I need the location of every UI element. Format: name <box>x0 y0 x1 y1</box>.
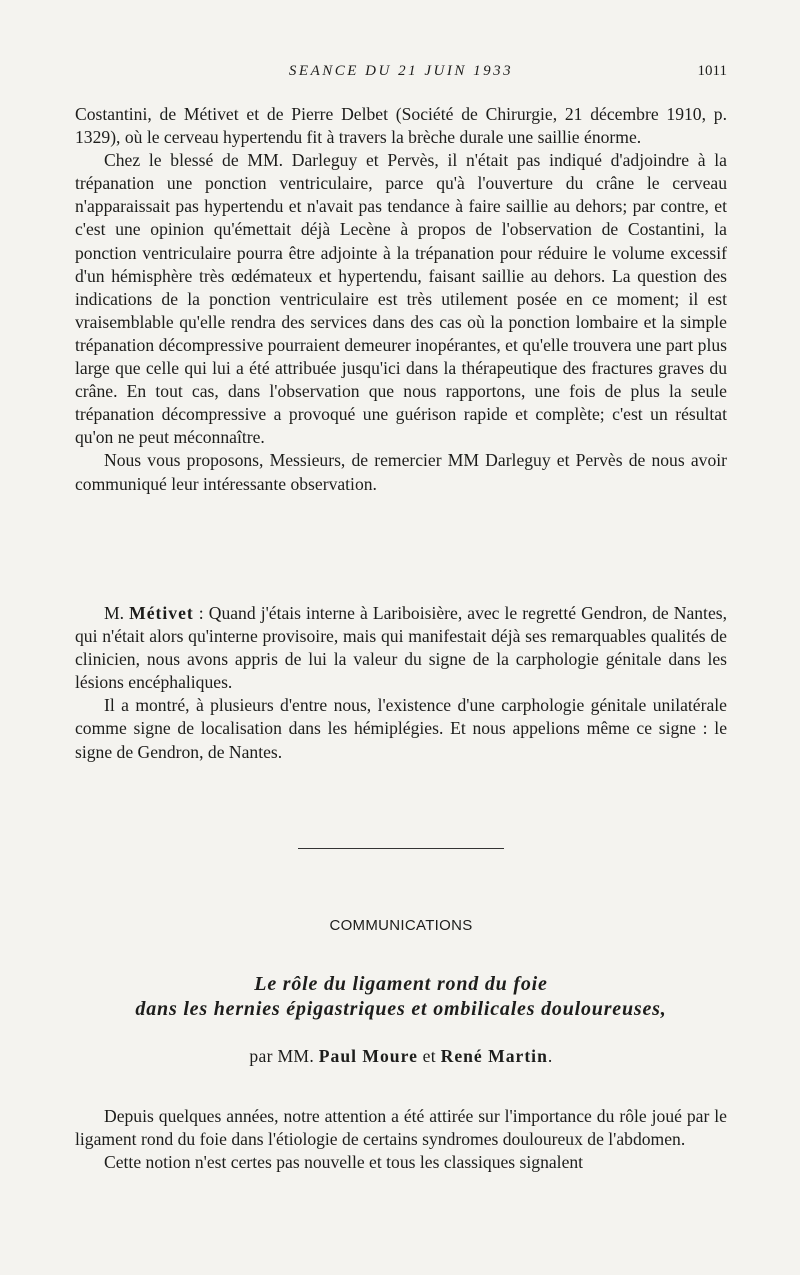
paragraph: Chez le blessé de MM. Darleguy et Pervès, il n'était pas indiqué d'adjoindre à la trépanation une ponction ventriculaire, parce qu'à l'ouverture du crâne le cerveau n'apparaissait pas hypertendu et n'avait pas tendance à faire saillie au dehors; par contre, et c'est une opinion qu'émettait déjà Lecène à propos de l'observation de Costantini, la ponction ventriculaire pourra être adjointe à la trépanation pour réduire le volume excessif d'un hémisphère très œdémateux et hypertendu, faisant saillie au dehors. La question des indications de la ponction ventriculaire est très utilement posée en ce moment; il est vraisemblable qu'elle rendra des services dans des cas où la ponction lombaire et la simple trépanation décompressive pourraient demeurer inopérantes, et qu'elle trouvera une part plus large que celle qui lui a été attribuée jusqu'ici dans la thérapeutique des fractures graves du crâne. En tout cas, dans l'observation que nous rapportons, une fois de plus la seule trépanation décompressive a provoqué une guérison rapide et complète; c'est un résultat qu'on ne peut méconnaître. <box>75 150 727 448</box>
byline-prefix: par MM. <box>249 1046 315 1066</box>
byline <box>75 1046 727 1067</box>
section-heading: COMMUNICATIONS <box>329 917 473 934</box>
byline-conjunction: et <box>422 1046 436 1066</box>
article-title <box>75 972 727 1022</box>
remark-text: : Quand j'étais interne à Lariboisière, avec le regretté Gendron, de Nantes, qui n'était alors qu'interne provisoire, mais qui manifestait déjà ses remarquables qualités de clinicien, nous avons appris de lui la valeur du signe de la carphologie génitale dans les lésions encéphaliques. <box>75 603 727 693</box>
section-divider <box>298 848 504 849</box>
paragraph: Nous vous proposons, Messieurs, de remercier MM Darleguy et Pervès de nous avoir communiqué leur intéressante observation. <box>75 450 727 494</box>
author-name: René Martin <box>440 1046 548 1066</box>
speaker-prefix: M. <box>104 603 130 623</box>
running-title: SEANCE DU 21 JUIN 1933 <box>288 63 514 79</box>
article-body-text <box>75 1105 727 1174</box>
paragraph: Depuis quelques années, notre attention a été attirée sur l'importance du rôle joué par le ligament rond du foie dans l'étiologie de certains syndromes douloureux de l'abdomen. <box>75 1106 727 1150</box>
running-header <box>75 63 727 85</box>
article-title-line: Le rôle du ligament rond du foie <box>254 973 548 995</box>
metivet-remark <box>75 602 727 764</box>
report-conclusion-text <box>75 103 727 496</box>
page-number: 1011 <box>697 63 727 79</box>
article-title-line: dans les hernies épigastriques et ombilicales douloureuses, <box>135 998 667 1020</box>
paragraph <box>75 602 727 694</box>
speaker-name: Métivet <box>129 603 194 623</box>
paragraph: Il a montré, à plusieurs d'entre nous, l'existence d'une carphologie génitale unilatérale comme signe de localisation dans les hémiplégies. Et nous appelions même ce signe : le signe de Gendron, de Nantes. <box>75 695 727 762</box>
paragraph: Costantini, de Métivet et de Pierre Delbet (Société de Chirurgie, 21 décembre 1910, p. 1329), où le cerveau hypertendu fit à travers la brèche durale une saillie énorme. <box>75 104 727 148</box>
byline-suffix: . <box>547 1046 553 1066</box>
paragraph: Cette notion n'est certes pas nouvelle et tous les classiques signalent <box>104 1152 584 1173</box>
author-name: Paul Moure <box>318 1046 418 1066</box>
